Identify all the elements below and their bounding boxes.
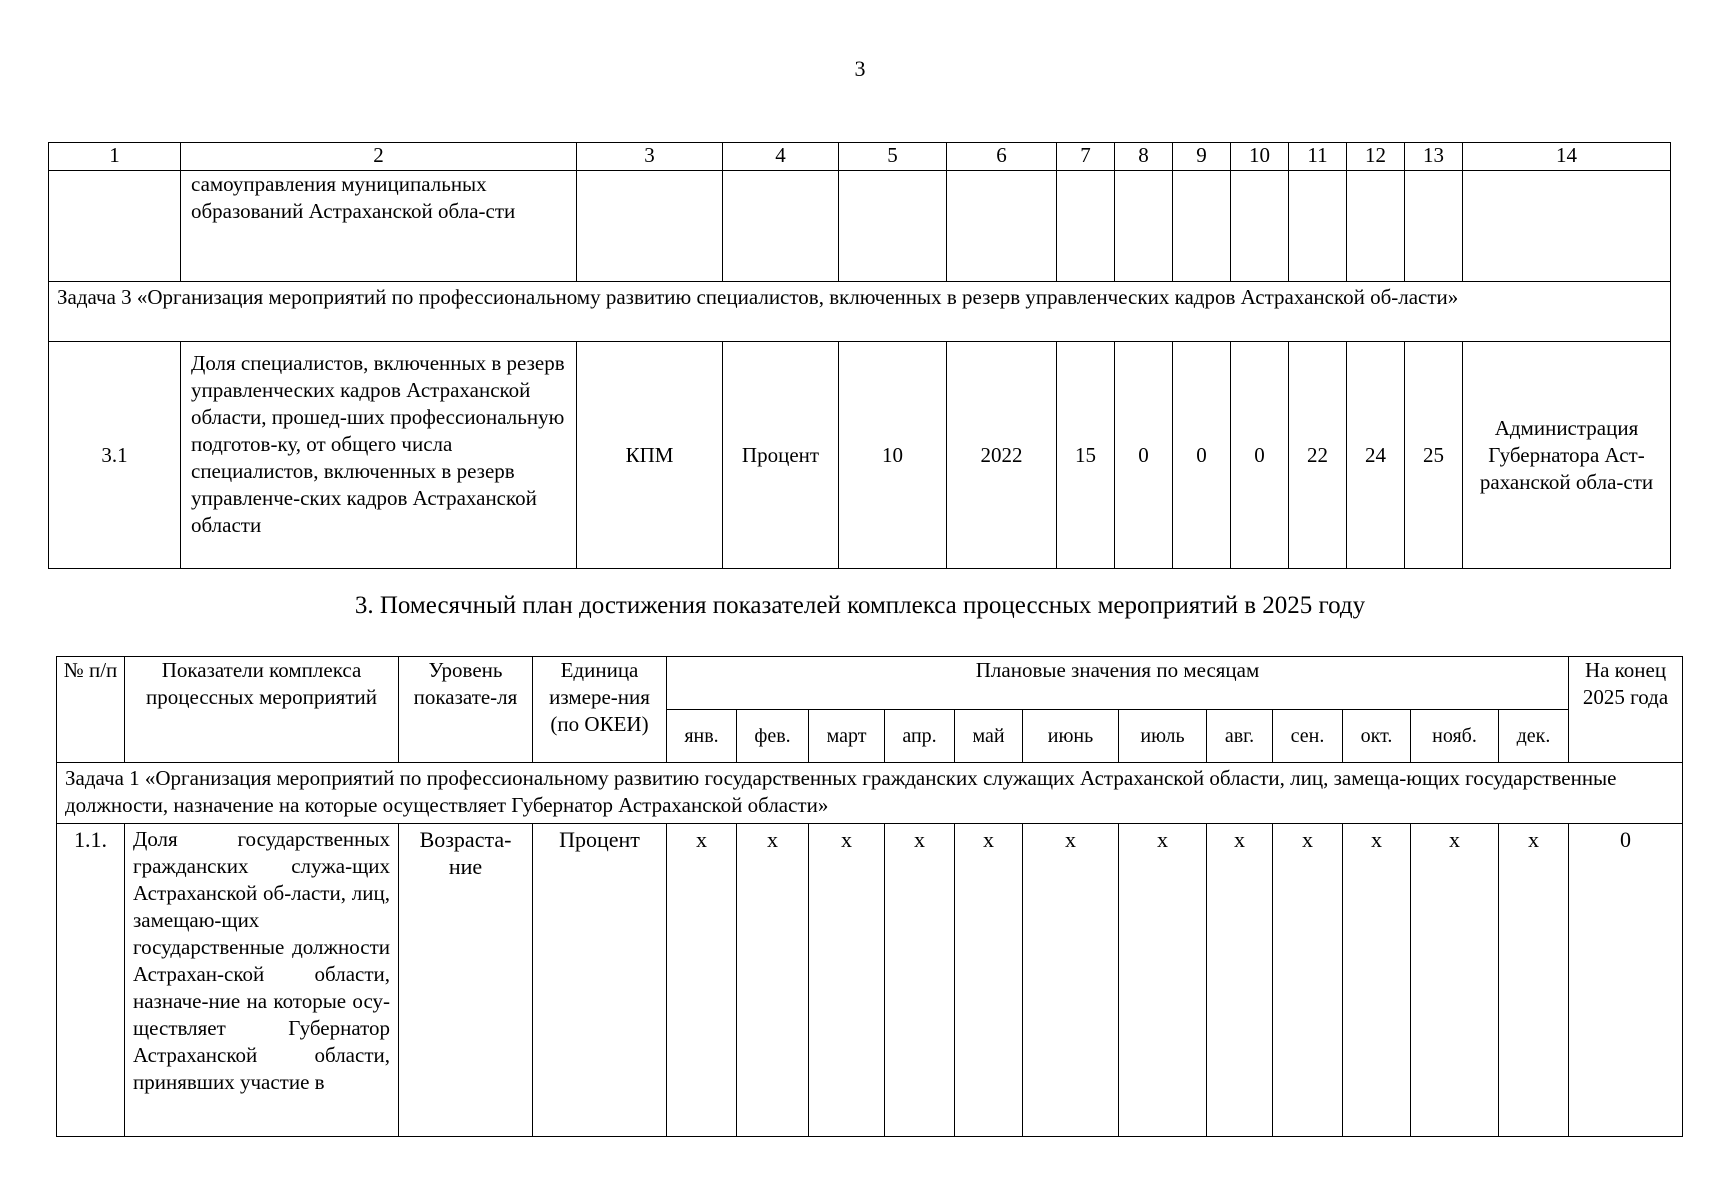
- col-header-number: № п/п: [57, 657, 125, 763]
- month-header: апр.: [885, 710, 955, 763]
- task-row: [49, 282, 1671, 342]
- month-header: янв.: [667, 710, 737, 763]
- month-value: x: [667, 824, 737, 1137]
- col-number: 12: [1347, 143, 1405, 171]
- task-3-text: Задача 3 «Организация мероприятий по профессиональному развитию специалистов, включенных в резерв управленческих кадров Астраханской об-ласти»: [49, 282, 1671, 342]
- month-header: нояб.: [1411, 710, 1499, 763]
- month-value: x: [737, 824, 809, 1137]
- indicator-name: Доля специалистов, включенных в резерв управленческих кадров Астраханской области, прошед-ших профессиональную подготов-ку, от общего числа специалистов, включенных в резерв управленче-ских кадров Астраханской области: [181, 342, 577, 569]
- col-number: 8: [1115, 143, 1173, 171]
- col-header-unit: Единица измере-ния (по ОКЕИ): [533, 657, 667, 763]
- month-value: x: [1023, 824, 1119, 1137]
- month-header: май: [955, 710, 1023, 763]
- year-end-value: 0: [1569, 824, 1683, 1137]
- col-number: 2: [181, 143, 577, 171]
- value-cell: 0: [1231, 342, 1289, 569]
- col-number: 10: [1231, 143, 1289, 171]
- col-number: 6: [947, 143, 1057, 171]
- table-row: [49, 342, 1671, 569]
- continuation-row: [49, 171, 1671, 282]
- month-header: сен.: [1273, 710, 1343, 763]
- header-row: [57, 657, 1683, 710]
- month-header: июнь: [1023, 710, 1119, 763]
- value-cell: 15: [1057, 342, 1115, 569]
- indicator-level: КПМ: [577, 342, 723, 569]
- value-cell: 0: [1173, 342, 1231, 569]
- month-value: x: [1411, 824, 1499, 1137]
- task-row: [57, 763, 1683, 824]
- value-cell: 24: [1347, 342, 1405, 569]
- section-title: 3. Помесячный план достижения показателей комплекса процессных мероприятий в 2025 году: [354, 592, 1366, 619]
- column-number-row: [49, 143, 1671, 171]
- month-value: x: [1207, 824, 1273, 1137]
- month-header: дек.: [1499, 710, 1569, 763]
- task-1-text: Задача 1 «Организация мероприятий по профессиональному развитию государственных гражданских служащих Астраханской области, лиц, замеща-ющих государственные должности, назначение на которые осуществляет Губернатор Астраханской области»: [57, 763, 1683, 824]
- indicators-table: [48, 142, 1671, 569]
- col-number: 5: [839, 143, 947, 171]
- row-number: 3.1: [49, 342, 181, 569]
- col-number: 14: [1463, 143, 1671, 171]
- indicator-level: Возраста-ние: [399, 824, 533, 1137]
- month-header: июль: [1119, 710, 1207, 763]
- col-header-monthly-plan: Плановые значения по месяцам: [667, 657, 1569, 710]
- col-header-level: Уровень показате-ля: [399, 657, 533, 763]
- page-number: 3: [854, 56, 866, 81]
- base-year: 2022: [947, 342, 1057, 569]
- col-header-year-end: На конец 2025 года: [1569, 657, 1683, 763]
- month-value: x: [1343, 824, 1411, 1137]
- col-number: 7: [1057, 143, 1115, 171]
- indicator-unit: Процент: [533, 824, 667, 1137]
- continuation-text: самоуправления муниципальных образований Астраханской обла-сти: [181, 171, 577, 282]
- month-header: фев.: [737, 710, 809, 763]
- month-value: x: [1499, 824, 1569, 1137]
- col-number: 3: [577, 143, 723, 171]
- month-value: x: [1119, 824, 1207, 1137]
- col-number: 4: [723, 143, 839, 171]
- value-cell: 25: [1405, 342, 1463, 569]
- responsible-body: Администрация Губернатора Аст-раханской обла-сти: [1463, 342, 1671, 569]
- month-value: x: [885, 824, 955, 1137]
- value-cell: 22: [1289, 342, 1347, 569]
- value-cell: 0: [1115, 342, 1173, 569]
- month-header: окт.: [1343, 710, 1411, 763]
- col-number: 13: [1405, 143, 1463, 171]
- indicator-name: Доля государственных гражданских служа-щих Астраханской об-ласти, лиц, замещаю-щих государственные должности Астрахан-ской области, назначе-ние на которые осу-ществляет Губернатор Астраханской области, принявших участие в: [125, 824, 399, 1137]
- month-header: март: [809, 710, 885, 763]
- col-number: 11: [1289, 143, 1347, 171]
- monthly-plan-table: [56, 656, 1683, 1137]
- col-header-indicator: Показатели комплекса процессных мероприятий: [125, 657, 399, 763]
- month-header: авг.: [1207, 710, 1273, 763]
- row-number: 1.1.: [57, 824, 125, 1137]
- base-value: 10: [839, 342, 947, 569]
- table-row: [57, 824, 1683, 1137]
- indicator-unit: Процент: [723, 342, 839, 569]
- month-value: x: [1273, 824, 1343, 1137]
- month-value: x: [809, 824, 885, 1137]
- month-value: x: [955, 824, 1023, 1137]
- col-number: 9: [1173, 143, 1231, 171]
- col-number: 1: [49, 143, 181, 171]
